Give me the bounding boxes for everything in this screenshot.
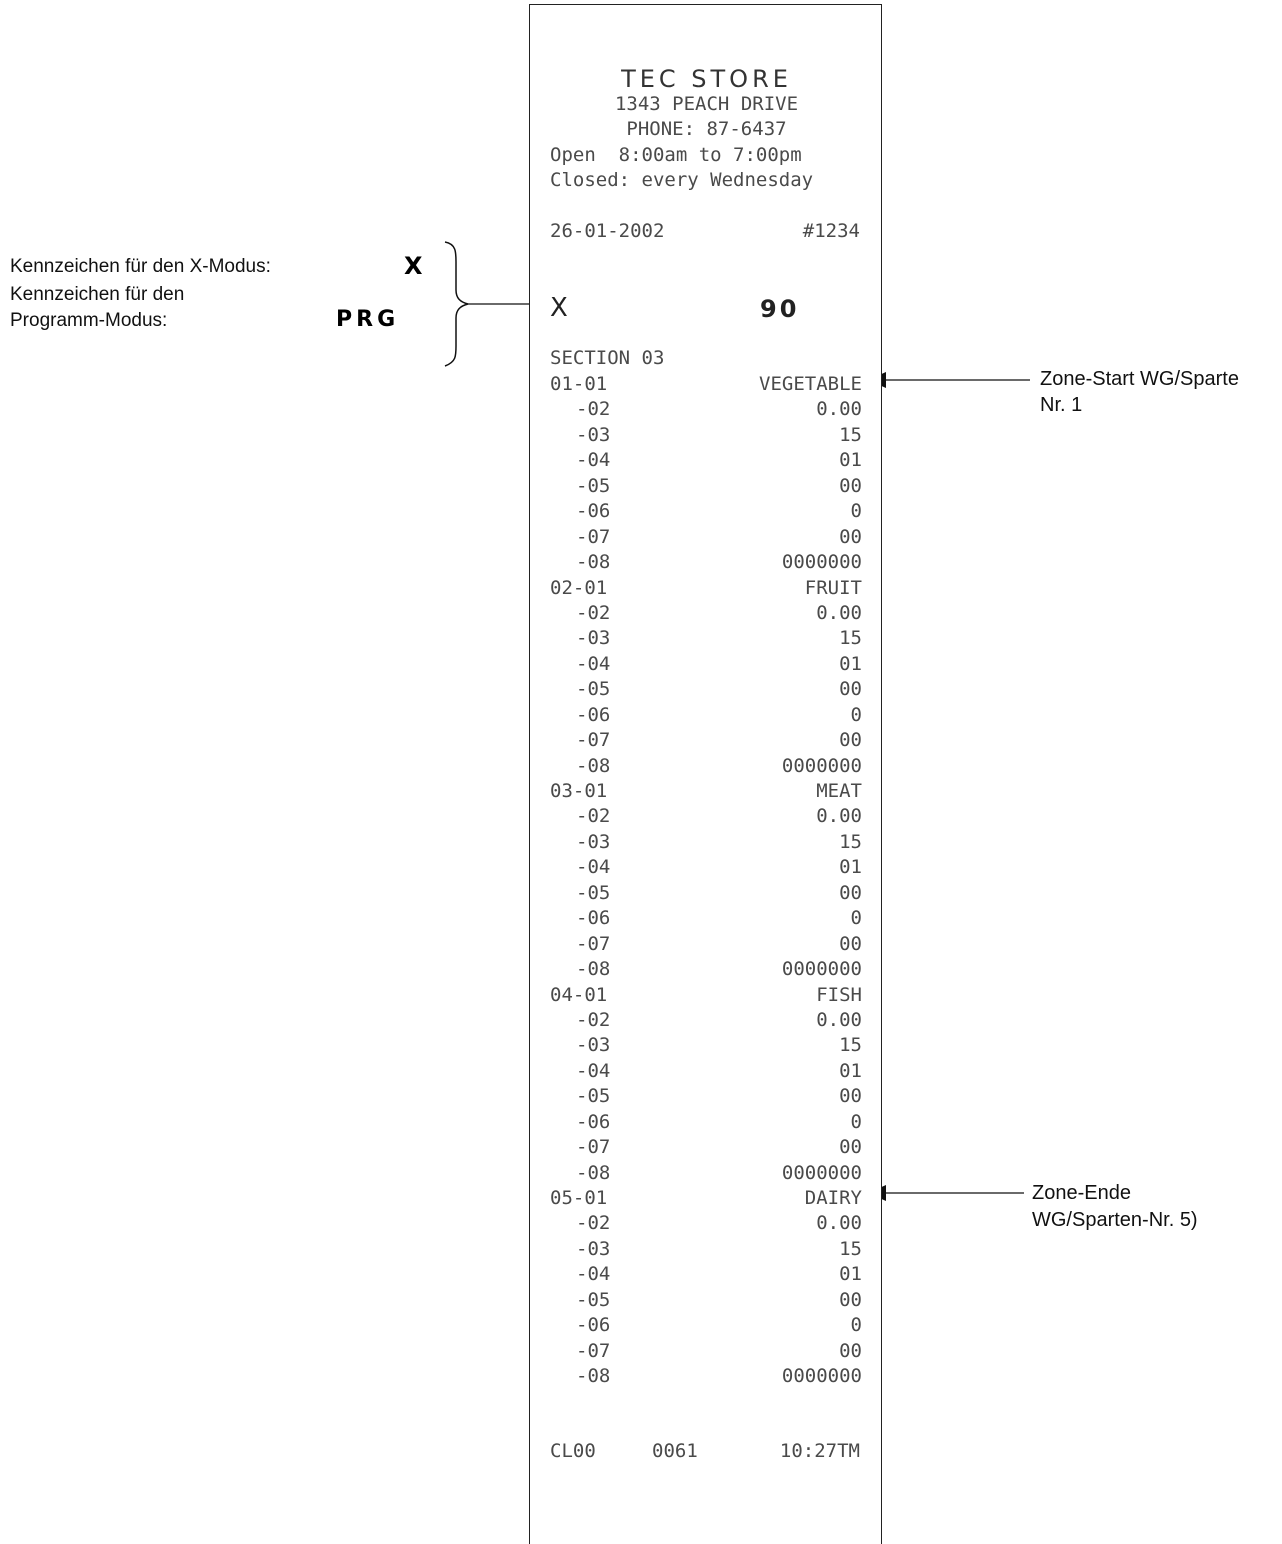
receipt-row	[530, 1059, 883, 1087]
receipt-date: 26-01-2002	[550, 220, 665, 242]
row-value: 01	[839, 449, 862, 472]
row-value: 01	[839, 856, 862, 879]
row-code: -02	[576, 1008, 611, 1031]
receipt-row	[530, 1339, 883, 1367]
receipt-row	[530, 909, 883, 934]
section-rows	[530, 375, 883, 1393]
receipt-row	[530, 1008, 883, 1036]
row-value: 0.00	[816, 601, 862, 624]
x-mode-symbol: X	[404, 252, 423, 280]
row-code: -03	[576, 627, 611, 650]
receipt-row	[530, 731, 883, 756]
row-code: 01-01	[550, 373, 608, 395]
row-code: 03-01	[550, 780, 608, 802]
row-code: -03	[576, 830, 611, 853]
row-value: 00	[839, 1085, 862, 1108]
row-value: MEAT	[816, 780, 862, 802]
footer-time: 10:27TM	[779, 1440, 860, 1462]
row-code: -04	[576, 1263, 611, 1286]
row-code: -04	[576, 652, 611, 675]
mode-code: 90	[760, 295, 800, 323]
row-value: 00	[839, 881, 862, 904]
row-value: 0	[850, 907, 862, 930]
row-value: 0	[850, 703, 862, 726]
row-value: 00	[839, 729, 862, 752]
receipt-row	[530, 1036, 883, 1061]
prg-mode-label-line2: Programm-Modus:	[10, 310, 168, 331]
row-code: 05-01	[550, 1187, 608, 1209]
row-code: -08	[576, 1365, 611, 1388]
receipt-row	[530, 680, 883, 705]
row-value: 0000000	[781, 958, 862, 981]
receipt-number: #1234	[802, 220, 860, 242]
row-code: -07	[576, 1339, 611, 1362]
receipt-row	[530, 576, 883, 604]
row-value: 00	[839, 474, 862, 497]
store-hours: Open 8:00am to 7:00pm	[550, 144, 802, 166]
receipt-row	[530, 960, 883, 985]
footer-clerk: CL00	[550, 1440, 596, 1462]
row-code: -06	[576, 907, 611, 930]
receipt-row	[530, 629, 883, 654]
row-code: -07	[576, 932, 611, 955]
receipt-row	[530, 1367, 883, 1392]
row-code: -03	[576, 423, 611, 446]
receipt-row	[530, 932, 883, 960]
row-code: -08	[576, 958, 611, 981]
row-code: -08	[576, 551, 611, 574]
row-value: 00	[839, 1339, 862, 1362]
row-code: -05	[576, 474, 611, 497]
row-value: 01	[839, 1263, 862, 1286]
receipt-row	[530, 525, 883, 553]
row-code: -06	[576, 1110, 611, 1133]
curly-brace	[445, 242, 468, 366]
zone-end-callout-line1: Zone-Ende	[1032, 1182, 1131, 1204]
zone-end-callout-line2: WG/Sparten-Nr. 5)	[1032, 1209, 1198, 1231]
receipt-row	[530, 782, 883, 807]
row-code: -04	[576, 1059, 611, 1082]
mode-mark: X	[550, 293, 568, 323]
receipt-row	[530, 1110, 883, 1138]
row-code: 02-01	[550, 576, 608, 599]
prg-mode-symbol: PRG	[336, 307, 400, 332]
row-value: 0	[850, 500, 862, 523]
row-value: 0000000	[781, 1365, 862, 1388]
receipt-row	[530, 830, 883, 858]
row-code: -05	[576, 678, 611, 701]
row-value: 15	[839, 627, 862, 650]
receipt-row	[530, 1138, 883, 1163]
row-value: 0	[850, 1314, 862, 1337]
row-code: -04	[576, 856, 611, 879]
row-value: 0.00	[816, 398, 862, 421]
row-value: FRUIT	[804, 576, 862, 599]
row-code: -06	[576, 500, 611, 523]
row-code: -03	[576, 1237, 611, 1260]
receipt-row	[530, 703, 883, 731]
row-code: -05	[576, 1288, 611, 1311]
row-value: FISH	[816, 983, 862, 1006]
receipt-row	[530, 1316, 883, 1341]
row-code: -04	[576, 449, 611, 472]
receipt-row	[530, 1265, 883, 1290]
row-value: 01	[839, 1059, 862, 1082]
receipt-row	[530, 881, 883, 909]
prg-mode-label-line1: Kennzeichen für den	[10, 284, 185, 305]
receipt-row	[530, 502, 883, 527]
receipt-row	[530, 400, 883, 425]
receipt-row	[530, 1189, 883, 1214]
row-code: -07	[576, 525, 611, 548]
receipt-row	[530, 983, 883, 1011]
row-code: -06	[576, 1314, 611, 1337]
receipt-row	[530, 1288, 883, 1316]
row-code: -02	[576, 1212, 611, 1235]
row-value: 00	[839, 1288, 862, 1311]
row-value: 15	[839, 830, 862, 853]
row-value: 15	[839, 1034, 862, 1057]
row-value: 15	[839, 1237, 862, 1260]
row-value: 0000000	[781, 1161, 862, 1184]
receipt-row	[530, 1161, 883, 1189]
row-value: VEGETABLE	[759, 373, 862, 395]
row-code: -08	[576, 1161, 611, 1184]
receipt-row	[530, 807, 883, 832]
receipt-row	[530, 858, 883, 883]
row-value: 15	[839, 423, 862, 446]
receipt-row	[530, 375, 883, 400]
section-label: SECTION 03	[550, 347, 665, 369]
store-phone: PHONE: 87-6437	[626, 118, 787, 140]
row-code: -05	[576, 1085, 611, 1108]
row-code: -02	[576, 601, 611, 624]
receipt-row	[530, 1087, 883, 1112]
row-value: 0.00	[816, 1008, 862, 1031]
row-code: -05	[576, 881, 611, 904]
row-value: DAIRY	[804, 1187, 862, 1209]
row-code: -07	[576, 1136, 611, 1159]
receipt-row	[530, 1214, 883, 1239]
x-mode-label: Kennzeichen für den X-Modus:	[10, 256, 271, 277]
receipt-row	[530, 423, 883, 451]
receipt-row	[530, 451, 883, 476]
zone-start-callout-line2: Nr. 1	[1040, 394, 1083, 416]
row-value: 0.00	[816, 805, 862, 828]
receipt-row	[530, 1237, 883, 1265]
store-address: 1343 PEACH DRIVE	[614, 93, 799, 115]
receipt-row	[530, 754, 883, 782]
row-code: -08	[576, 754, 611, 777]
row-value: 0	[850, 1110, 862, 1133]
row-value: 00	[839, 678, 862, 701]
row-value: 00	[839, 1136, 862, 1159]
row-code: 04-01	[550, 983, 608, 1006]
row-code: -02	[576, 805, 611, 828]
row-code: -06	[576, 703, 611, 726]
row-code: -02	[576, 398, 611, 421]
row-value: 01	[839, 652, 862, 675]
row-value: 0000000	[781, 754, 862, 777]
row-code: -03	[576, 1034, 611, 1057]
receipt-row	[530, 652, 883, 680]
receipt-row	[530, 474, 883, 502]
row-value: 0000000	[781, 551, 862, 574]
receipt-row	[530, 553, 883, 578]
footer-consecutive-number: 0061	[652, 1440, 698, 1462]
store-name: TEC STORE	[621, 65, 792, 93]
row-value: 00	[839, 932, 862, 955]
row-value: 0.00	[816, 1212, 862, 1235]
receipt-row	[530, 601, 883, 629]
row-value: 00	[839, 525, 862, 548]
store-closed-day: Closed: every Wednesday	[550, 169, 814, 191]
receipt-paper	[529, 4, 882, 1544]
zone-start-callout-line1: Zone-Start WG/Sparte	[1040, 368, 1239, 390]
row-code: -07	[576, 729, 611, 752]
